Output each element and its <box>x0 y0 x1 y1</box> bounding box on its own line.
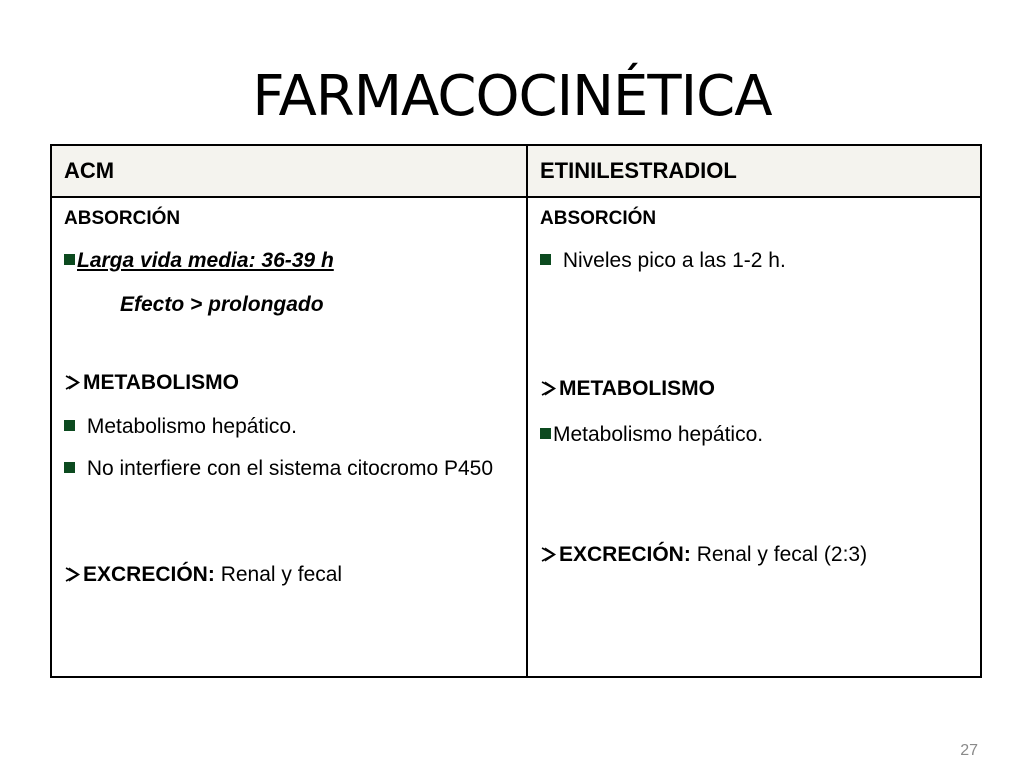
arrow-bullet-icon <box>540 380 557 397</box>
ee-excrecion-label: EXCRECIÓN: <box>559 543 691 566</box>
acm-half-life-text: Larga vida media: 36-39 h <box>77 249 334 272</box>
square-bullet-icon <box>540 428 551 439</box>
ee-metabolismo-heading: METABOLISMO <box>559 377 715 400</box>
table-row <box>51 197 981 677</box>
square-bullet-icon <box>64 462 75 473</box>
acm-excrecion-label: EXCRECIÓN: <box>83 563 215 586</box>
acm-citocromo-item <box>64 454 518 484</box>
acm-effect-text: Efecto > prolongado <box>120 293 324 316</box>
acm-metabolismo-heading: METABOLISMO <box>83 371 239 394</box>
ee-niveles-item <box>540 246 972 276</box>
header-acm: ACM <box>51 145 527 197</box>
acm-metabolismo-item1-text: Metabolismo hepático. <box>81 415 297 438</box>
table-header-row <box>51 145 981 197</box>
square-bullet-icon <box>64 254 75 265</box>
arrow-bullet-icon <box>64 566 81 583</box>
arrow-bullet-icon <box>64 374 81 391</box>
square-bullet-icon <box>64 420 75 431</box>
ee-metabolismo-item <box>540 420 972 450</box>
pharmacokinetics-table <box>50 144 982 678</box>
arrow-bullet-icon <box>540 546 557 563</box>
acm-metabolismo-item <box>64 412 518 442</box>
ee-niveles-text: Niveles pico a las 1-2 h. <box>557 249 786 272</box>
slide-title: FARMACOCINÉTICA <box>252 64 772 129</box>
page-number: 27 <box>960 742 978 759</box>
acm-metabolismo-item2-text: No interfiere con el sistema citocromo P450 <box>81 457 494 480</box>
ee-excrecion-value: Renal y fecal (2:3) <box>690 543 868 566</box>
acm-metabolismo-heading-item <box>64 368 518 398</box>
square-bullet-icon <box>540 254 551 265</box>
acm-excrecion-value: Renal y fecal <box>214 563 343 586</box>
ee-excrecion-item <box>540 540 972 570</box>
ee-metabolismo-heading-item <box>540 374 972 404</box>
acm-absorcion-heading: ABSORCIÓN <box>64 208 181 229</box>
acm-cell <box>51 197 527 677</box>
acm-excrecion-item <box>64 560 518 590</box>
etinilestradiol-cell <box>527 197 981 677</box>
header-etinilestradiol: ETINILESTRADIOL <box>527 145 981 197</box>
ee-metabolismo-item1-text: Metabolismo hepático. <box>553 423 764 446</box>
ee-absorcion-heading: ABSORCIÓN <box>540 208 657 229</box>
acm-half-life-item <box>64 246 518 276</box>
